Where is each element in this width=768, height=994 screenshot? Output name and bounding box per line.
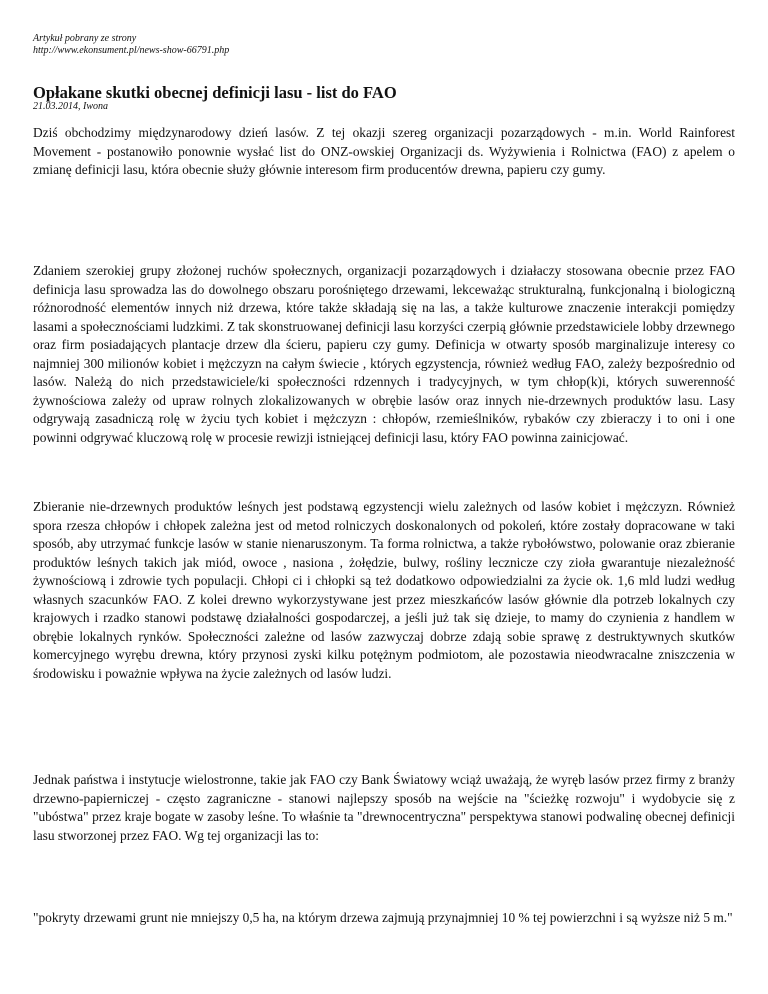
article-quote: "pokryty drzewami grunt nie mniejszy 0,5 ha, na którym drzewa zajmują przynajmniej 10 % tej powierzchni i są wyższe niż 5 m." — [33, 910, 733, 925]
article-paragraph-3: Zbieranie nie-drzewnych produktów leśnych jest podstawą egzystencji wielu zależnych od lasów kobiet i mężczyzn. Również spora rzesza chłopów i chłopek zależna jest od metod rolniczych doskonalonych od pokoleń, które zostały dopracowane w taki sposób, aby utrzymać funkcje lasów w stanie nienaruszonym. Ta forma rolnictwa, a także rybołówstwo, polowanie oraz zbieranie produktów leśnych takich jak miód, owoce , nasiona , żołędzie, bulwy, rośliny lecznicze czy zioła gwarantuje niezależność żywnościową i zdrowie tych populacji. Chłopi ci i chłopki są też dodatkowo odpowiedzialni za życie ok. 1,6 mld ludzi według własnych szacunków FAO. Z kolei drewno wykorzystywane jest przez mieszkańców lasów głównie dla potrzeb lokalnych czy krajowych i rzadko stanowi podstawę działalności gospodarczej, a jeśli już tak się dzieje, to mamy do czynienia z handlem w obrębie lokalnych rynków. Społeczności zależne od lasów zazwyczaj dobrze zdają sobie sprawę z destruktywnych skutków komercyjnego wyrębu drewna, który przynosi zyski kilku potężnym podmiotom, ale pozostawia nieodwracalne zniszczenia w środowisku i poważnie wpływa na życie zależnych od lasów ludzi. — [33, 499, 735, 681]
article-title: Opłakane skutki obecnej definicji lasu - list do FAO — [33, 83, 397, 102]
article-date-author: 21.03.2014, Iwona — [33, 101, 108, 112]
article-paragraph-2: Zdaniem szerokiej grupy złożonej ruchów społecznych, organizacji pozarządowych i działaczy stosowana obecnie przez FAO definicja lasu sprowadza las do dowolnego obszaru porośniętego drzewami, lekceważąc strukturalną, funkcjonalną i biologiczną różnorodność elementów innych niż drzewa, które także składają się na las, a także kulturowe znaczenie interakcji pomiędzy lasami a społecznościami ludzkimi. Z tak skonstruowanej definicji lasu korzyści czerpią głównie przedstawiciele lobby drzewnego oraz firm posiadających plantacje drzew dla ścieru, papieru czy gumy. Definicja w otwarty sposób marginalizuje interesy co najmniej 300 milionów kobiet i mężczyzn na całym świecie , których egzystencja, również według FAO, zależy bezpośrednio od lasów. Należą do nich przedstawiciele/ki społeczności rdzennych i tradycyjnych, w tym chłop(k)i, których suwerenność żywnościowa zależy od upraw rolnych zlokalizowanych w obrębie lasów oraz innych nie-drzewnych produktów lasu. Lasy odgrywają zasadniczą rolę w życiu tych kobiet i mężczyzn : chłopów, rzemieślników, rybaków czy zbieraczy i to oni i one powinni odgrywać kluczową rolę w procesie rewizji istniejącej definicji lasu, który FAO powinna zainicjować. — [33, 263, 735, 445]
article-paragraph-1: Dziś obchodzimy międzynarodowy dzień lasów. Z tej okazji szereg organizacji pozarządowych - m.in. World Rainforest Movement - postanowiło ponownie wysłać list do ONZ-owskiej Organizacji ds. Wyżywienia i Rolnictwa (FAO) z apelem o zmianę definicji lasu, która obecnie służy głównie interesom firm producentów drewna, papieru czy gumy. — [33, 125, 735, 177]
article-paragraph-4: Jednak państwa i instytucje wielostronne, takie jak FAO czy Bank Światowy wciąż uważają, że wyręb lasów przez firmy z branży drzewno-papierniczej - często zagraniczne - stanowi najlepszy sposób na wejście na "ścieżkę rozwoju" i wydobycie się z "ubóstwa" przez kraje bogate w zasoby leśne. To właśnie ta "drewnocentryczna" perspektywa stanowi podwalinę obecnej definicji lasu stworzonej przez FAO. Wg tej organizacji las to: — [33, 772, 735, 843]
source-note — [33, 33, 229, 57]
source-label: Artykuł pobrany ze strony — [33, 33, 137, 44]
source-url: http://www.ekonsument.pl/news-show-66791.php — [33, 45, 230, 56]
